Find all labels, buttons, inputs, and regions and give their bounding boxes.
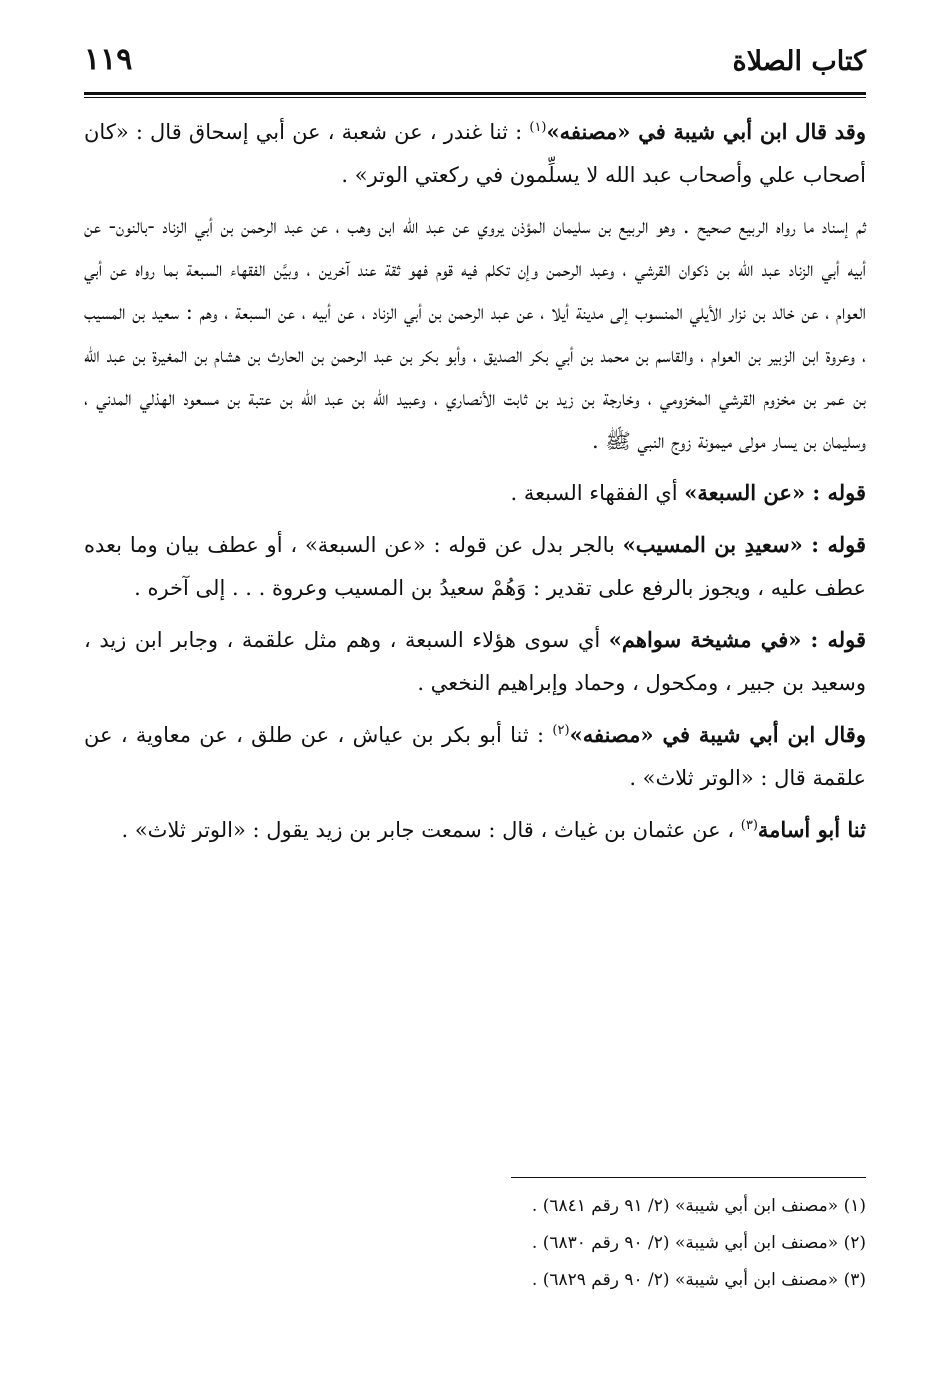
paragraph	[84, 523, 866, 610]
paragraph-lead: ثنا أبو أسامة	[757, 817, 866, 842]
paragraph	[84, 713, 866, 800]
paragraph-text: : ثنا غندر ، عن شعبة ، عن أبي إسحاق قال : «كان أصحاب علي وأصحاب عبد الله لا يسلِّمون في ركعتي الوتر» .	[84, 120, 866, 187]
paragraph-text: ، عن عثمان بن غياث ، قال : سمعت جابر بن زيد يقول : «الوتر ثلاث» .	[121, 818, 741, 842]
footnote: (١) «مصنف ابن أبي شيبة» (٢/ ٩١ رقم ٦٨٤١) .	[531, 1196, 866, 1216]
paragraph-lead: وقد قال ابن أبي شيبة في «مصنفه»	[546, 119, 866, 144]
paragraph	[84, 808, 866, 852]
paragraph	[84, 205, 866, 463]
page-header	[84, 42, 866, 90]
footnote-reference: (٢)	[552, 723, 570, 738]
running-title: كتاب الصلاة	[732, 46, 866, 77]
footnote-separator	[511, 1177, 866, 1178]
footnote-reference: (٣)	[740, 818, 758, 833]
footnote-reference: (١)	[529, 120, 547, 135]
paragraph-lead: قوله : «سعيدِ بن المسيب»	[622, 532, 866, 557]
paragraph-text: أي الفقهاء السبعة .	[510, 481, 685, 505]
paragraph-text: بالجر بدل عن قوله : «عن السبعة» ، أو عطف بيان وما بعده عطف عليه ، ويجوز بالرفع على تقدير : وَهُمْ سعيدُ بن المسيب وعروة . . . إلى آخره .	[84, 533, 866, 600]
footnotes	[300, 1188, 866, 1299]
paragraph	[84, 110, 866, 197]
footnote: (٢) «مصنف ابن أبي شيبة» (٢/ ٩٠ رقم ٦٨٣٠) .	[531, 1233, 866, 1253]
paragraph-lead: قوله : «في مشيخة سواهم»	[608, 627, 867, 652]
footnote: (٣) «مصنف ابن أبي شيبة» (٢/ ٩٠ رقم ٦٨٢٩) .	[531, 1270, 866, 1290]
paragraph	[84, 471, 866, 515]
paragraph-lead: وقال ابن أبي شيبة في «مصنفه»	[569, 722, 866, 747]
header-rule	[84, 92, 866, 98]
main-text	[84, 110, 866, 860]
paragraph-lead: قوله : «عن السبعة»	[684, 480, 866, 505]
paragraph	[84, 618, 866, 705]
paragraph-text: : ثنا أبو بكر بن عياش ، عن طلق ، عن معاوية ، عن علقمة قال : «الوتر ثلاث» .	[84, 723, 866, 790]
page-number: ١١٩	[84, 42, 133, 77]
paragraph-text: أي سوى هؤلاء السبعة ، وهم مثل علقمة ، وجابر ابن زيد ، وسعيد بن جبير ، ومكحول ، وحماد وإبراهيم النخعي .	[84, 628, 866, 695]
paragraph-text: ثم إسناد ما رواه الربيع صحيح . وهو الربيع بن سليمان المؤذن يروي عن عبد الله ابن وهب ، عن عبد الرحمن بن أبي الزناد -بالنون- عن أبيه أبي الزناد عبد الله بن ذكوان القرشي ، وعبد الرحمن وإن تكلم فيه قوم فهو ثقة عند آخرين ، وبيَّن الفقهاء السبعة بما رواه عن أبي العوام ، عن خالد بن نزار الأيلي المنسوب إلى مدينة أيلا ، عن عبد الرحمن بن أبي الزناد ، عن أبيه ، عن السبعة ، وهم : سعيد بن المسيب ، وعروة ابن الزبير بن العوام ، والقاسم بن محمد بن أبي بكر الصديق ، وأبو بكر بن عبد الرحمن بن الحارث بن هشام بن المغيرة بن عبد الله بن عمر بن مخزوم القرشي المخزومي ، وخارجة بن زيد بن ثابت الأنصاري ، وعبيد الله بن عبد الله بن عتبة بن مسعود الهذلي المدني ، وسليمان بن يسار مولى ميمونة زوج النبي ﷺ .	[84, 214, 866, 453]
